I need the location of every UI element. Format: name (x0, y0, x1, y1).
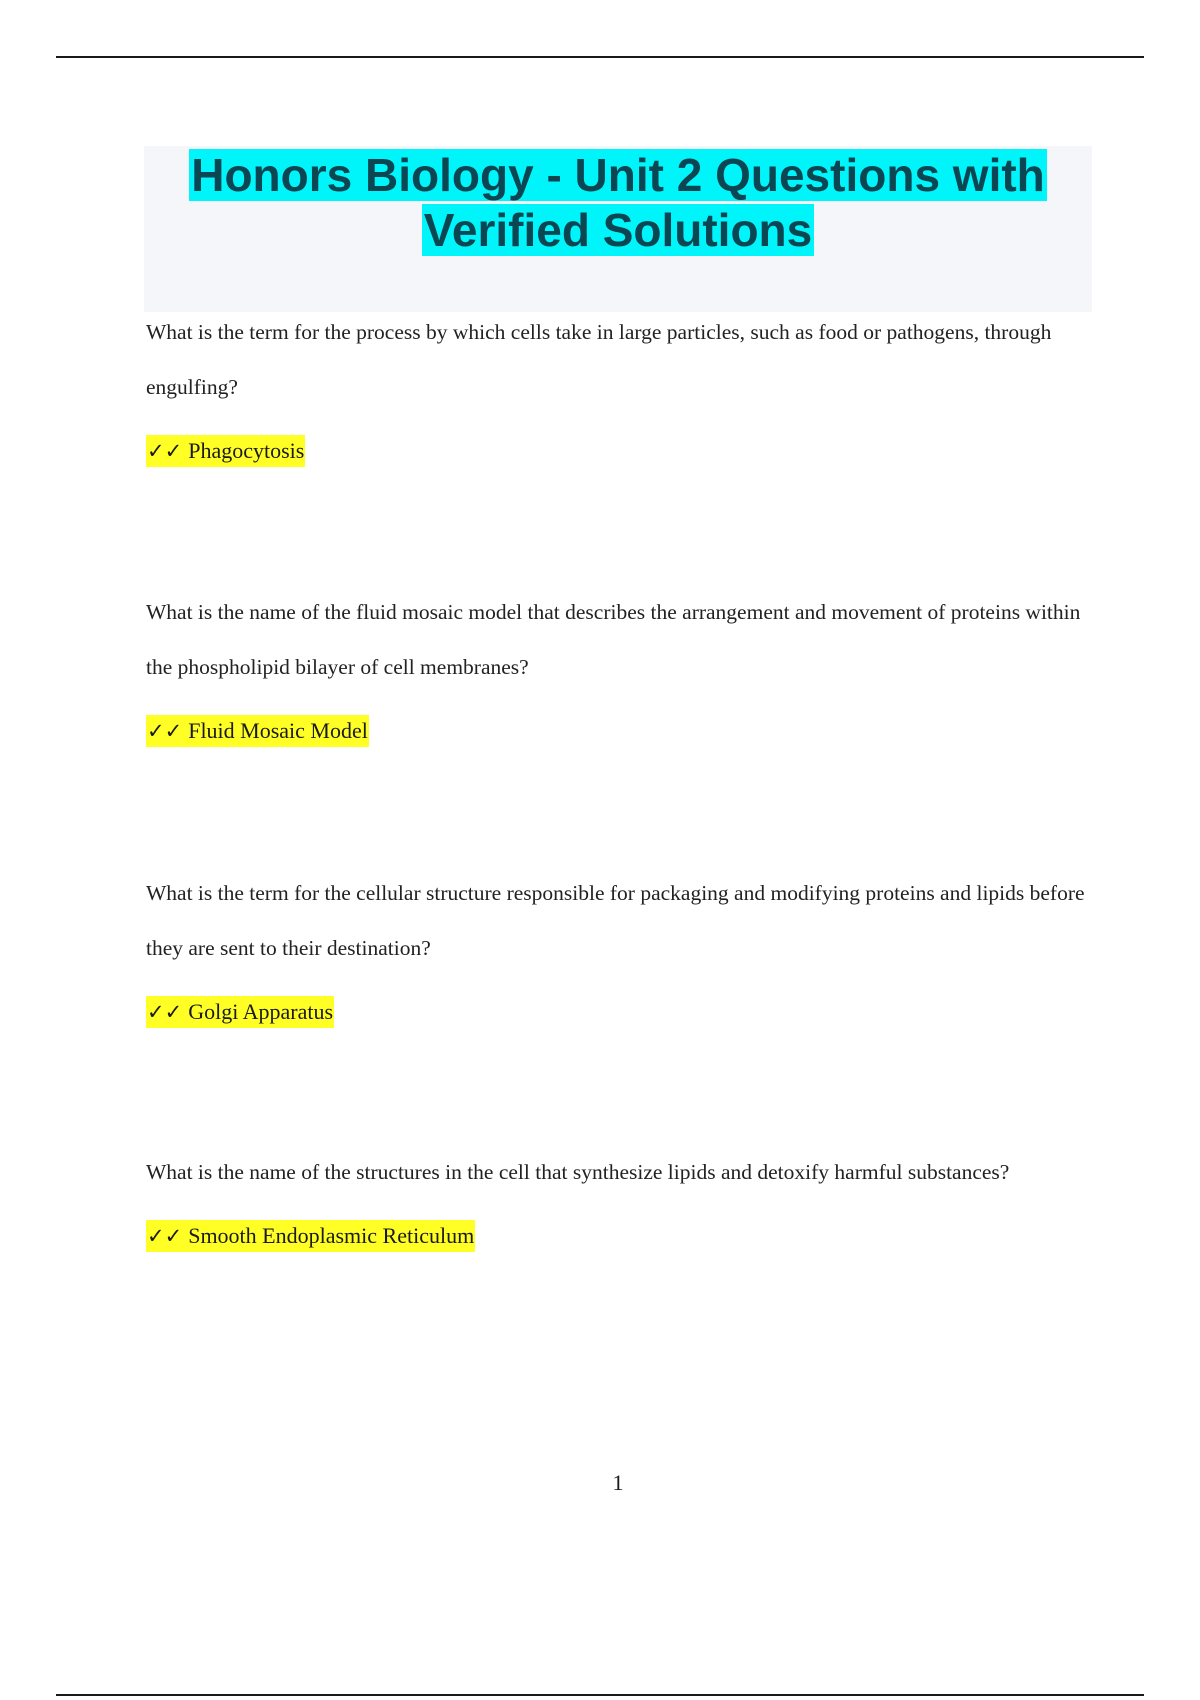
top-rule (56, 56, 1144, 58)
double-check-icon: ✓✓ (147, 719, 183, 743)
answer-text: Phagocytosis (188, 438, 305, 463)
answer-highlight (146, 435, 305, 467)
qa-item-1 (146, 305, 1106, 467)
qa-item-4 (146, 1145, 1106, 1252)
question-text: What is the name of the fluid mosaic model that describes the arrangement and movement of proteins within the phospholipid bilayer of cell membranes? (146, 600, 1081, 679)
qa-item-2 (146, 585, 1106, 747)
qa-item-3 (146, 866, 1106, 1028)
question-text: What is the term for the process by which cells take in large particles, such as food or pathogens, through engulfing? (146, 320, 1052, 399)
question-text: What is the name of the structures in the cell that synthesize lipids and detoxify harmful substances? (146, 1160, 1010, 1184)
title-line-1: Honors Biology - Unit 2 Questions with (191, 149, 1045, 201)
title-band (144, 146, 1092, 312)
double-check-icon: ✓✓ (147, 1000, 183, 1024)
answer-text: Fluid Mosaic Model (188, 718, 368, 743)
answer-text: Golgi Apparatus (188, 999, 334, 1024)
double-check-icon: ✓✓ (147, 439, 183, 463)
question-text: What is the term for the cellular structure responsible for packaging and modifying proteins and lipids before they are sent to their destination? (146, 881, 1085, 960)
page-number: 1 (612, 1470, 624, 1495)
answer-text: Smooth Endoplasmic Reticulum (188, 1223, 475, 1248)
title-line-2: Verified Solutions (423, 204, 813, 256)
double-check-icon: ✓✓ (147, 1224, 183, 1248)
page-title (144, 146, 1092, 258)
bottom-rule (56, 1694, 1144, 1696)
answer-highlight (146, 715, 369, 747)
answer-highlight (146, 1220, 475, 1252)
answer-highlight (146, 996, 334, 1028)
